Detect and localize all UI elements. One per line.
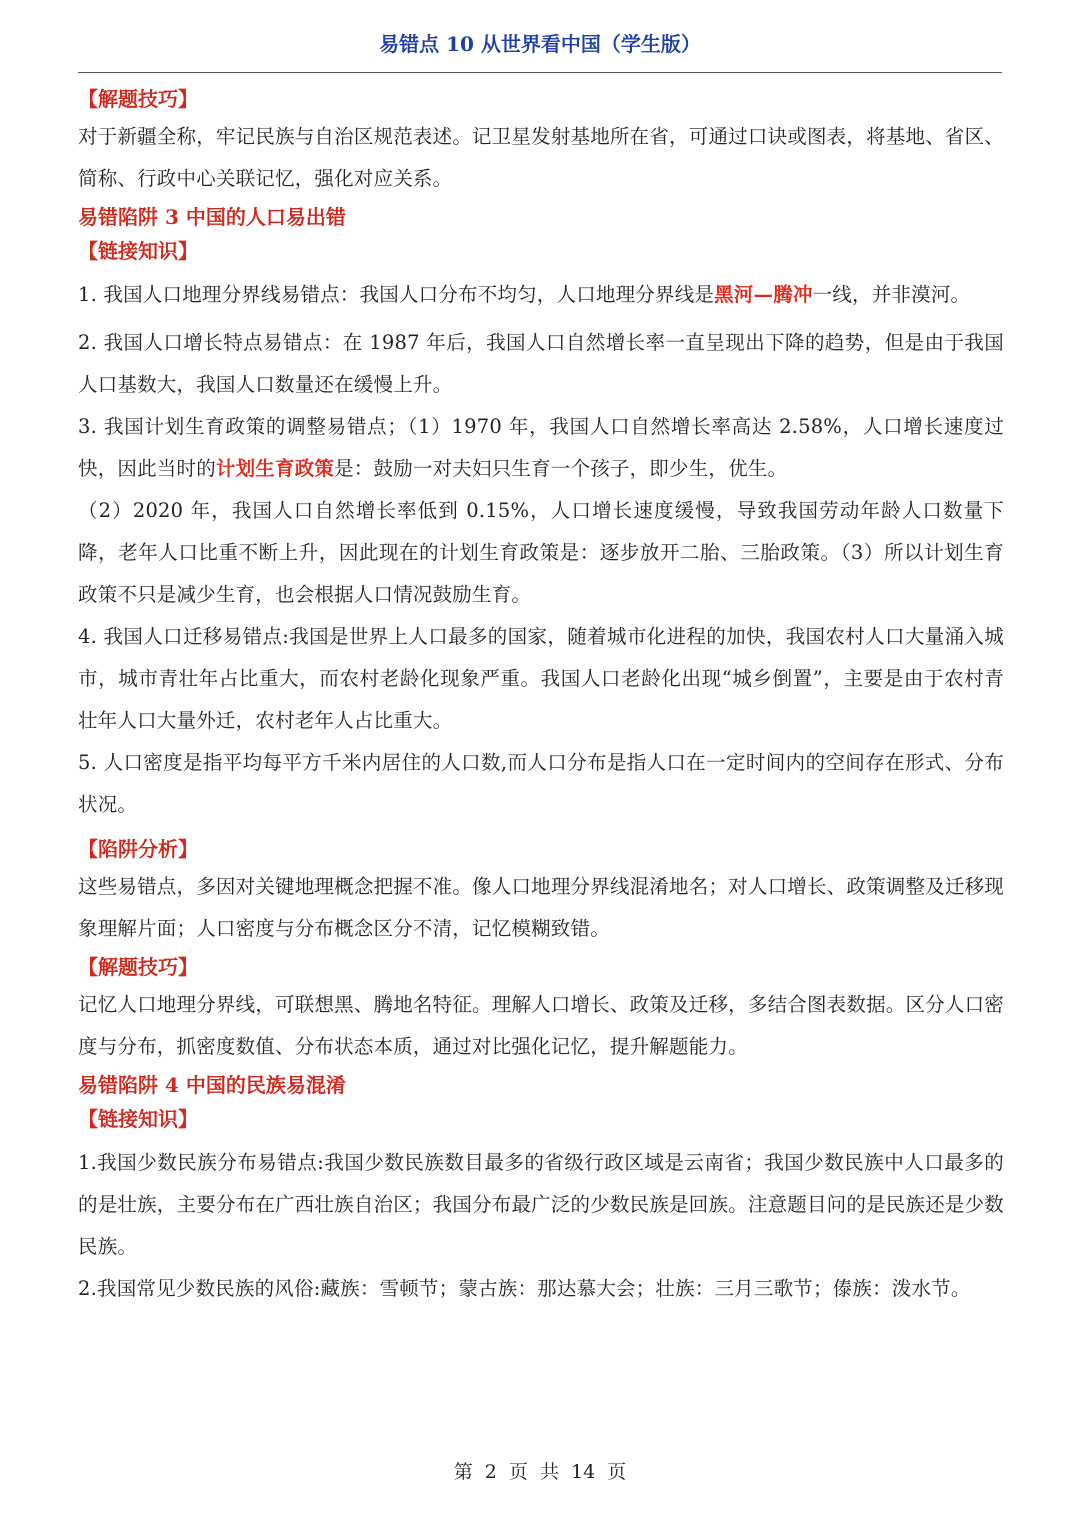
trap3-point-3 [78,406,1004,490]
tips-text-1: 对于新疆全称，牢记民族与自治区规范表述。记卫星发射基地所在省，可通过口诀或图表，将基地、省区、简称、行政中心关联记忆，强化对应关系。 [78,125,1004,190]
document-body [78,82,1004,1310]
trap4-point-2: 2.我国常见少数民族的风俗:藏族：雪顿节；蒙古族：那达慕大会；壮族：三月三歌节；傣族：泼水节。 [78,1277,971,1300]
trap4-point-1: 1.我国少数民族分布易错点:我国少数民族数目最多的省级行政区域是云南省；我国少数民族中人口最多的的是壮族，主要分布在广西壮族自治区；我国分布最广泛的少数民族是回族。注意题目问的是民族还是少数民族。 [78,1151,1004,1258]
page-header-title: 易错点 10 从世界看中国（学生版） [379,32,701,56]
trap3-point-2: 2. 我国人口增长特点易错点：在 1987 年后，我国人口自然增长率一直呈现出下降的趋势，但是由于我国人口基数大，我国人口数量还在缓慢上升。 [78,331,1004,396]
trap3-point-1 [78,274,1004,316]
header-divider [78,72,1002,73]
trap3-point-3-a: 3. 我国计划生育政策的调整易错点；（1）1970 年，我国人口自然增长率高达 2.58%，人口增长速度过快，因此当时的 [78,415,1004,480]
trap3-point-3-b: 是：鼓励一对夫妇只生育一个孩子，即少生，优生。 [334,457,788,480]
trap3-title: 易错陷阱 3 中国的人口易出错 [78,205,346,229]
trap3-point-5: 5. 人口密度是指平均每平方千米内居住的人口数,而人口分布是指人口在一定时间内的空间存在形式、分布状况。 [78,751,1004,816]
trap3-knowledge-heading: 【链接知识】 [78,239,198,263]
trap3-analysis-heading: 【陷阱分析】 [78,837,198,861]
page-footer: 第 2 页 共 14 页 [453,1461,627,1483]
trap3-analysis-text: 这些易错点，多因对关键地理概念把握不准。像人口地理分界线混淆地名；对人口增长、政策调整及迁移现象理解片面；人口密度与分布概念区分不清，记忆模糊致错。 [78,875,1004,940]
trap4-title: 易错陷阱 4 中国的民族易混淆 [78,1073,346,1097]
trap3-point-1-b: 一线，并非漠河。 [812,283,971,306]
trap3-point-1-highlight: 黑河—腾冲 [714,283,813,306]
trap3-point-4: 4. 我国人口迁移易错点:我国是世界上人口最多的国家，随着城市化进程的加快，我国农村人口大量涌入城市，城市青壮年占比重大，而农村老龄化现象严重。我国人口老龄化出现“城乡倒置”，主要是由于农村青壮年人口大量外迁，农村老年人占比重大。 [78,625,1004,732]
trap3-point-3-continued: （2）2020 年，我国人口自然增长率低到 0.15%，人口增长速度缓慢，导致我国劳动年龄人口数量下降，老年人口比重不断上升，因此现在的计划生育政策是：逐步放开二胎、三胎政策。（3）所以计划生育政策不只是减少生育，也会根据人口情况鼓励生育。 [78,499,1004,606]
trap4-knowledge-heading: 【链接知识】 [78,1107,198,1131]
trap3-point-3-highlight: 计划生育政策 [215,457,335,480]
trap3-tips-heading: 【解题技巧】 [78,955,198,979]
trap3-tips-text: 记忆人口地理分界线，可联想黑、腾地名特征。理解人口增长、政策及迁移，多结合图表数据。区分人口密度与分布，抓密度数值、分布状态本质，通过对比强化记忆，提升解题能力。 [78,993,1004,1058]
tips-heading-1: 【解题技巧】 [78,87,198,111]
trap3-point-1-a: 1. 我国人口地理分界线易错点：我国人口分布不均匀，人口地理分界线是 [78,283,715,306]
